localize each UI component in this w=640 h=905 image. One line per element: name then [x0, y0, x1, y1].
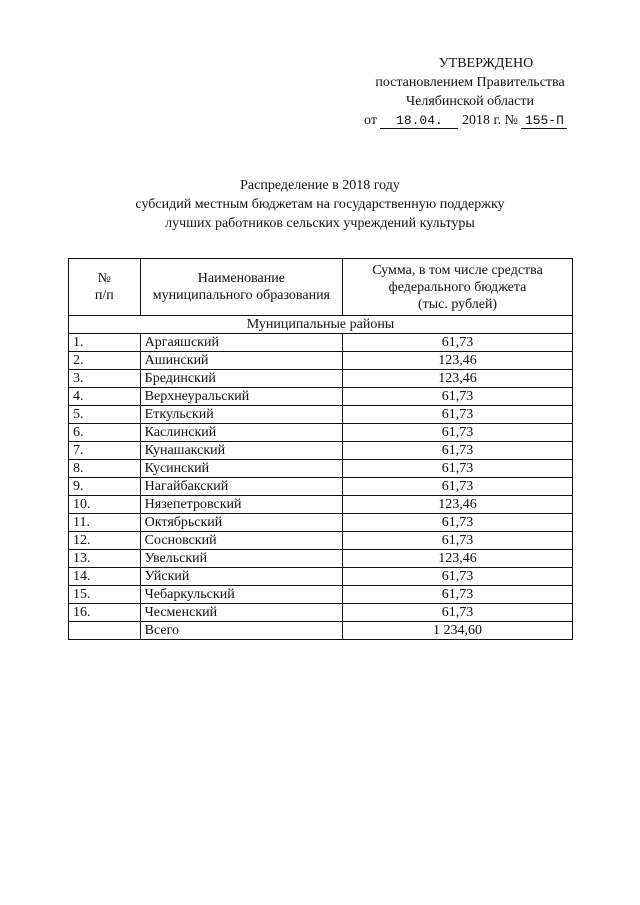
row-amount: 61,73	[343, 460, 573, 478]
approval-number: 155-П	[521, 113, 567, 129]
table-row	[69, 514, 573, 532]
row-municipality: Еткульский	[140, 406, 342, 424]
row-amount: 123,46	[343, 550, 573, 568]
header-sum-line-2: федерального бюджета	[388, 279, 527, 295]
row-number: 2.	[69, 352, 141, 370]
row-amount: 61,73	[343, 568, 573, 586]
row-number: 3.	[69, 370, 141, 388]
row-municipality: Каслинский	[140, 424, 342, 442]
approval-issuer: постановлением Правительства	[375, 75, 565, 90]
row-number: 5.	[69, 406, 141, 424]
row-amount: 61,73	[343, 478, 573, 496]
table-row	[69, 460, 573, 478]
approval-year: 2018 г. №	[461, 113, 518, 128]
row-number: 9.	[69, 478, 141, 496]
row-municipality: Брединский	[140, 370, 342, 388]
row-municipality: Верхнеуральский	[140, 388, 342, 406]
approval-heading: УТВЕРЖДЕНО	[438, 56, 534, 71]
row-municipality: Чесменский	[140, 604, 342, 622]
header-name-line-1: Наименование	[197, 271, 285, 286]
row-amount: 61,73	[343, 406, 573, 424]
table-row	[69, 496, 573, 514]
section-label: Муниципальные районы	[69, 316, 573, 334]
table-row	[69, 550, 573, 568]
document-title	[60, 176, 580, 233]
approval-region: Челябинской области	[406, 94, 534, 109]
row-number: 7.	[69, 442, 141, 460]
table-row	[69, 478, 573, 496]
row-municipality: Уйский	[140, 568, 342, 586]
header-name	[140, 259, 342, 316]
row-number: 8.	[69, 460, 141, 478]
table-row	[69, 586, 573, 604]
row-municipality: Сосновский	[140, 532, 342, 550]
table-row	[69, 388, 573, 406]
row-number: 14.	[69, 568, 141, 586]
title-line-3: лучших работников сельских учреждений культуры	[165, 216, 475, 231]
row-amount: 61,73	[343, 586, 573, 604]
row-municipality: Увельский	[140, 550, 342, 568]
row-amount: 61,73	[343, 514, 573, 532]
row-municipality: Нагайбакский	[140, 478, 342, 496]
table-row	[69, 604, 573, 622]
title-line-2: субсидий местным бюджетам на государственную поддержку	[135, 197, 505, 212]
section-row	[69, 316, 573, 334]
row-municipality: Кусинский	[140, 460, 342, 478]
row-number: 12.	[69, 532, 141, 550]
row-municipality: Нязепетровский	[140, 496, 342, 514]
total-label: Всего	[140, 622, 342, 640]
total-amount: 1 234,60	[343, 622, 573, 640]
row-municipality: Октябрьский	[140, 514, 342, 532]
row-amount: 61,73	[343, 388, 573, 406]
row-number: 11.	[69, 514, 141, 532]
row-number: 1.	[69, 334, 141, 352]
table-header-row	[69, 259, 573, 316]
row-amount: 61,73	[343, 442, 573, 460]
row-municipality: Ашинский	[140, 352, 342, 370]
header-number	[69, 259, 141, 316]
row-amount: 61,73	[343, 604, 573, 622]
header-number-label: п/п	[94, 288, 114, 303]
table-row	[69, 442, 573, 460]
row-amount: 61,73	[343, 334, 573, 352]
header-sum-line-3: (тыс. рублей)	[417, 296, 498, 312]
row-amount: 61,73	[343, 424, 573, 442]
table-row	[69, 370, 573, 388]
table-row	[69, 532, 573, 550]
table-row	[69, 406, 573, 424]
table-row	[69, 424, 573, 442]
header-sum	[343, 259, 573, 316]
approval-stamp	[340, 54, 600, 130]
row-number: 4.	[69, 388, 141, 406]
approval-from-label: от	[364, 113, 377, 128]
row-municipality: Аргаяшский	[140, 334, 342, 352]
row-number: 16.	[69, 604, 141, 622]
row-amount: 123,46	[343, 370, 573, 388]
table-body	[69, 316, 573, 640]
row-amount: 123,46	[343, 496, 573, 514]
header-number-symbol: №	[97, 271, 112, 286]
subsidy-table	[68, 258, 573, 640]
approval-date: 18.04.	[380, 113, 458, 129]
table-row	[69, 352, 573, 370]
total-number	[69, 622, 141, 640]
total-row	[69, 622, 573, 640]
row-amount: 123,46	[343, 352, 573, 370]
row-number: 15.	[69, 586, 141, 604]
approval-date-line	[340, 111, 600, 130]
row-municipality: Кунашакский	[140, 442, 342, 460]
title-line-1: Распределение в 2018 году	[240, 178, 400, 193]
header-name-line-2: муниципального образования	[152, 288, 330, 303]
row-number: 6.	[69, 424, 141, 442]
header-sum-line-1: Сумма, в том числе средства	[372, 262, 543, 278]
row-amount: 61,73	[343, 532, 573, 550]
table-row	[69, 568, 573, 586]
row-number: 13.	[69, 550, 141, 568]
table-row	[69, 334, 573, 352]
row-municipality: Чебаркульский	[140, 586, 342, 604]
row-number: 10.	[69, 496, 141, 514]
